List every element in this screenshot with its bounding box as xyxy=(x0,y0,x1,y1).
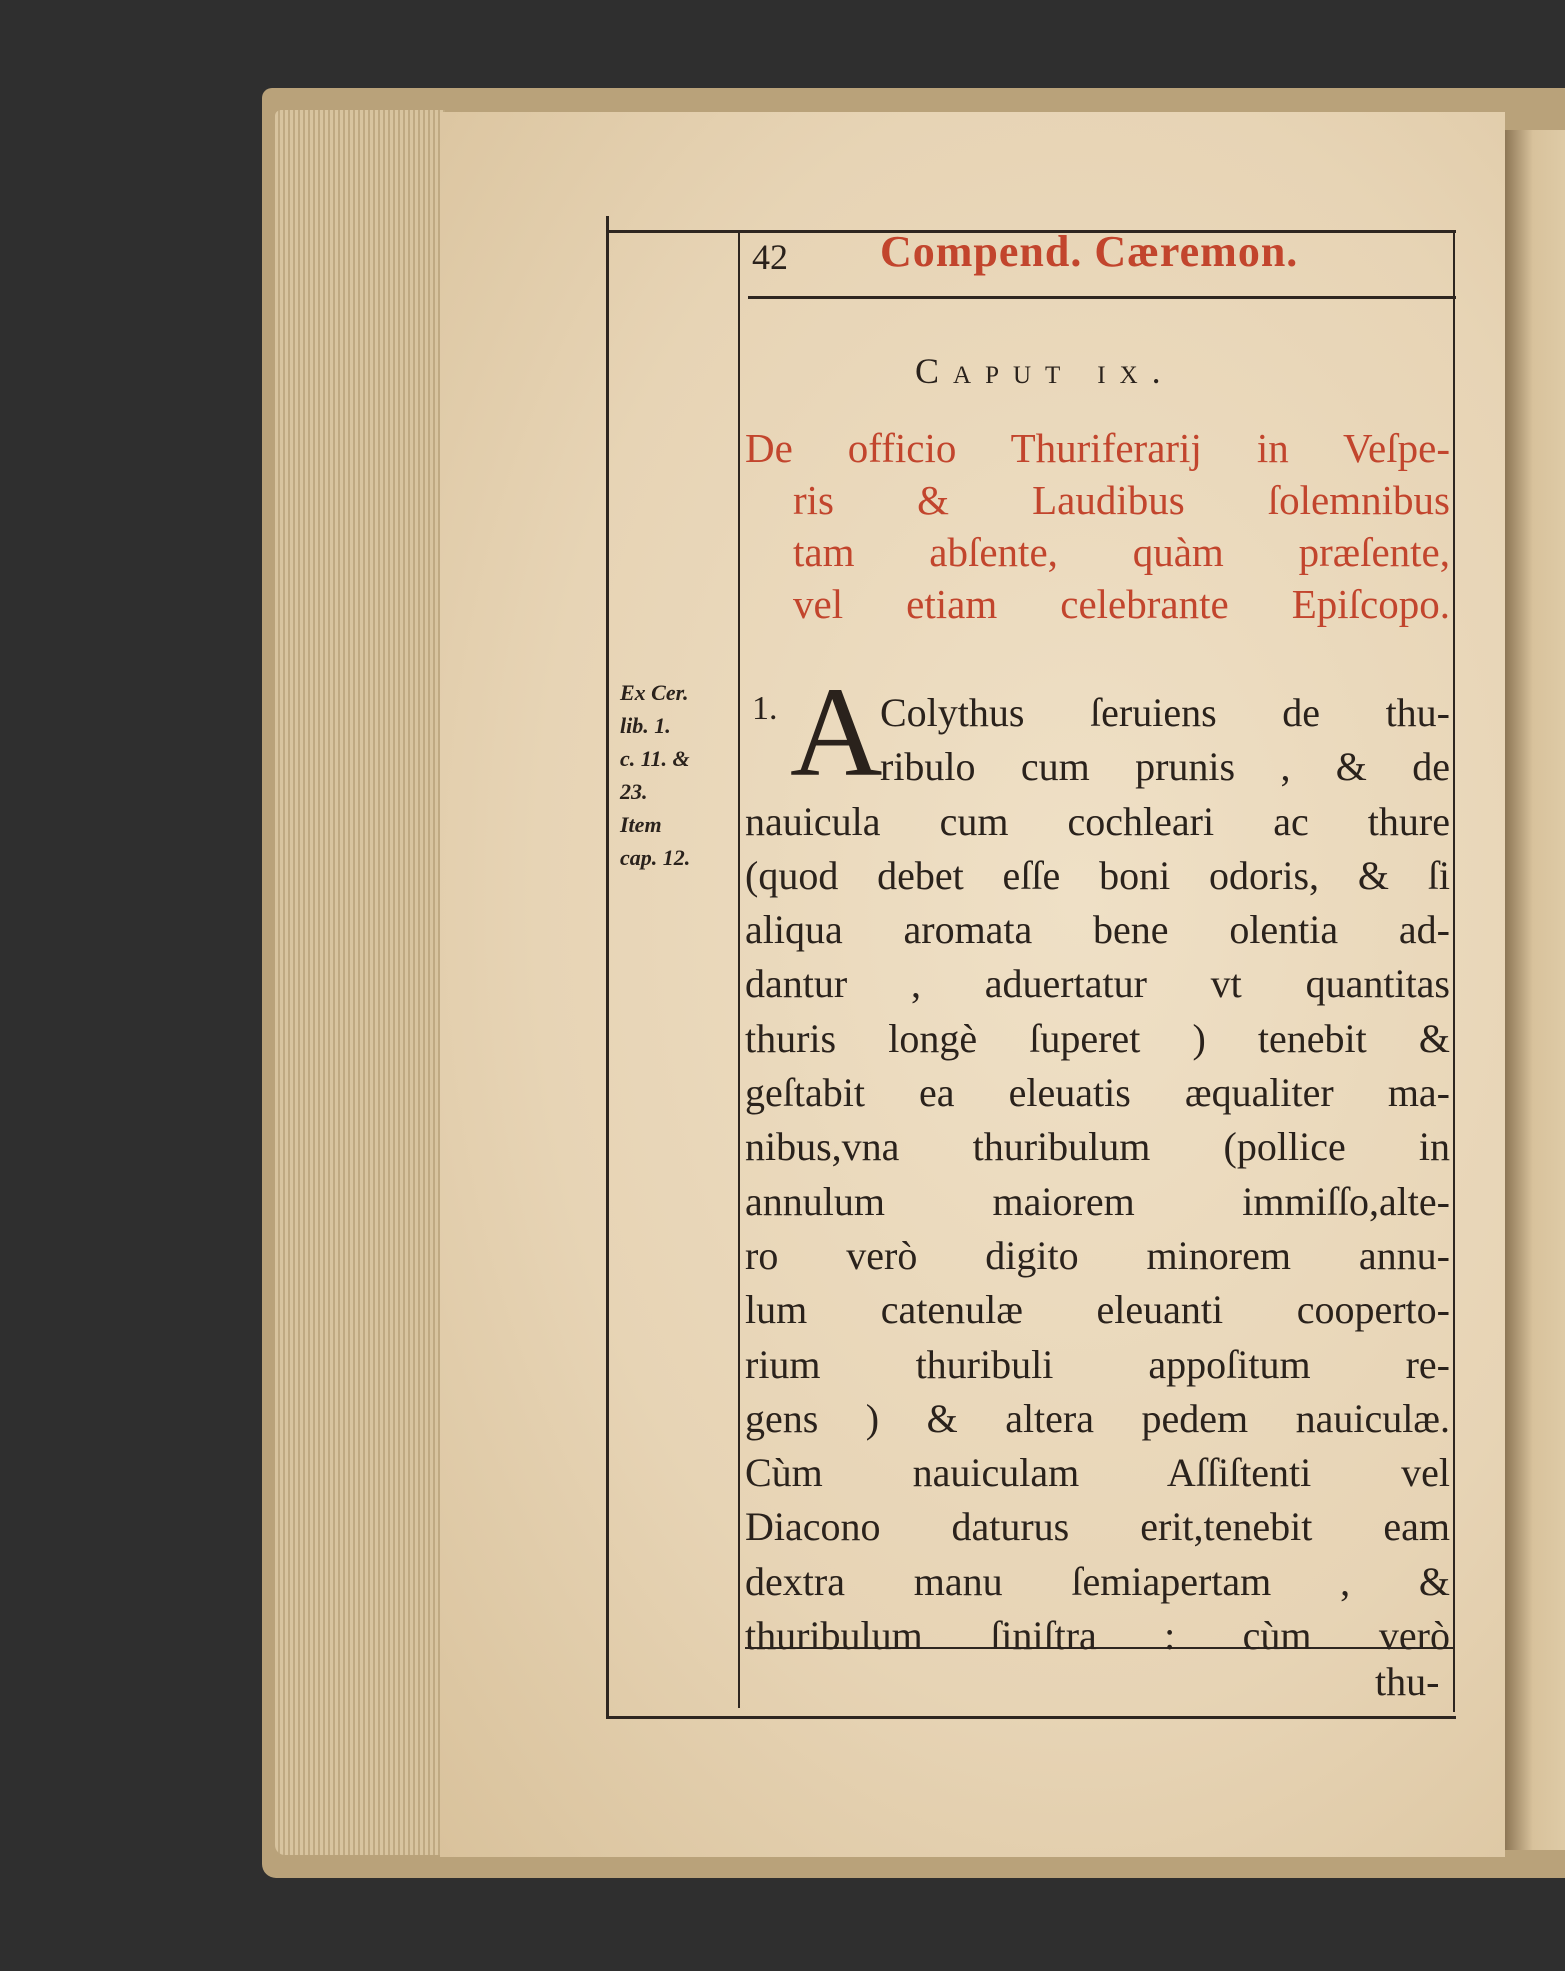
margin-column-rule xyxy=(738,232,740,1708)
text-line: lum catenulæ eleuanti cooperto- xyxy=(745,1287,1450,1333)
heading-line: De officio Thuriferarij in Veſpe- xyxy=(745,425,1450,471)
margin-note-line: cap. 12. xyxy=(620,845,691,870)
drop-cap: A xyxy=(790,661,883,803)
margin-note-line: 23. xyxy=(620,779,648,804)
chapter-label: Caput ix. xyxy=(915,351,1175,391)
margin-note-line: Item xyxy=(620,812,662,837)
chapter-heading xyxy=(745,422,1450,630)
text-line: annulum maiorem immiſſo,alte- xyxy=(745,1178,1450,1224)
facing-page-edge xyxy=(1505,130,1565,1850)
text-line: ro verò digito minorem annu- xyxy=(745,1232,1450,1278)
text-line: dantur , aduertatur vt quantitas xyxy=(745,961,1450,1007)
text-line: Diacono daturus erit,tenebit eam xyxy=(745,1504,1450,1550)
text-line: thuris longè ſuperet ) tenebit & xyxy=(745,1015,1450,1061)
text-line: Colythus ſeruiens de thu- xyxy=(880,690,1450,735)
text-line: gens ) & altera pedem nauiculæ. xyxy=(745,1395,1450,1441)
frame-left-rule xyxy=(606,216,609,1716)
page-edges xyxy=(275,110,445,1855)
body-text xyxy=(745,686,1450,1663)
frame-right-rule xyxy=(1453,232,1455,1712)
margin-note-line: lib. 1. xyxy=(620,713,671,738)
paragraph-number: 1. xyxy=(752,690,778,727)
text-line: rium thuribuli appoſitum re- xyxy=(745,1341,1450,1387)
text-line: dextra manu ſemiapertam , & xyxy=(745,1558,1450,1604)
text-line: Cùm nauiculam Aſſiſtenti vel xyxy=(745,1450,1450,1496)
page-number: 42 xyxy=(752,237,788,277)
margin-note xyxy=(620,676,730,874)
text-line: (quod debet eſſe boni odoris, & ſi xyxy=(745,852,1450,898)
text-line: aliqua aromata bene olentia ad- xyxy=(745,907,1450,953)
margin-note-line: Ex Cer. xyxy=(620,680,689,705)
frame-bottom-rule xyxy=(606,1716,1456,1719)
margin-note-line: c. 11. & xyxy=(620,746,690,771)
catchword: thu- xyxy=(1375,1659,1440,1704)
heading-line: vel etiam celebrante Epiſcopo. xyxy=(793,581,1450,627)
text-line: nauicula cum cochleari ac thure xyxy=(745,798,1450,844)
text-line: nibus,vna thuribulum (pollice in xyxy=(745,1124,1450,1170)
heading-line: tam abſente, quàm præſente, xyxy=(793,529,1450,575)
text-line: geſtabit ea eleuatis æqualiter ma- xyxy=(745,1070,1450,1116)
heading-line: ris & Laudibus ſolemnibus xyxy=(793,477,1450,523)
running-title: Compend. Cæremon. xyxy=(880,227,1299,276)
text-line: thuribulum ſiniſtra : cùm verò xyxy=(745,1613,1450,1659)
header-underline xyxy=(748,296,1456,299)
text-line: ribulo cum prunis , & de xyxy=(880,744,1450,790)
